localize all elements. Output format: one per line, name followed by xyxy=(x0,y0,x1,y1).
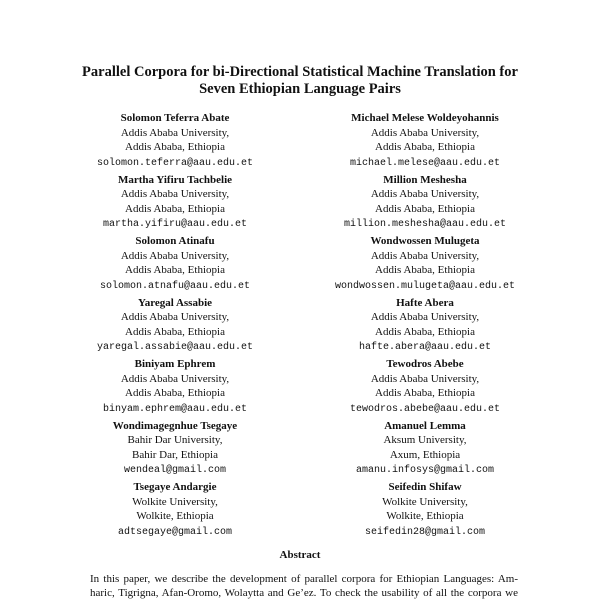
author-column-right xyxy=(305,110,545,541)
abstract-line-1: In this paper, we describe the development of parallel corpora for Ethiopian Languages: Am- xyxy=(90,573,518,585)
author-block xyxy=(55,234,295,295)
author-name: Tewodros Abebe xyxy=(386,358,464,370)
author-email: solomon.teferra@aau.edu.et xyxy=(96,157,254,169)
author-location: Addis Ababa, Ethiopia xyxy=(125,141,225,153)
author-affiliation: Addis Ababa University, xyxy=(120,311,230,323)
author-email: wondwossen.mulugeta@aau.edu.et xyxy=(334,280,516,292)
author-email: hafte.abera@aau.edu.et xyxy=(358,342,492,353)
author-affiliation: Bahir Dar University, xyxy=(127,434,223,446)
author-name: Solomon Atinafu xyxy=(135,235,215,247)
abstract-line-2: haric, Tigrigna, Afan-Oromo, Wolaytta and Ge’ez. To check the usability of all the corpora we xyxy=(90,587,518,599)
abstract-heading: Abstract xyxy=(279,549,321,561)
author-name: Michael Melese Woldeyohannis xyxy=(351,112,499,124)
author-block xyxy=(55,357,295,418)
author-affiliation: Wolkite University, xyxy=(382,495,468,508)
author-block xyxy=(305,419,545,480)
author-name: Tsegaye Andargie xyxy=(133,481,217,493)
author-affiliation: Wolkite University, xyxy=(132,495,218,508)
paper-title-line-1: Parallel Corpora for bi-Directional Statistical Machine Translation for xyxy=(82,64,518,80)
author-block xyxy=(305,111,545,172)
author-location: Addis Ababa, Ethiopia xyxy=(375,264,475,276)
author-block xyxy=(305,296,545,357)
paper-title-line-2: Seven Ethiopian Language Pairs xyxy=(199,81,401,97)
author-location: Wolkite, Ethiopia xyxy=(136,510,214,522)
author-affiliation: Addis Ababa University, xyxy=(120,372,230,385)
author-name: Yaregal Assabie xyxy=(137,296,213,309)
author-block xyxy=(55,480,295,541)
author-location: Axum, Ethiopia xyxy=(389,448,461,461)
author-location: Addis Ababa, Ethiopia xyxy=(375,387,475,399)
author-location: Wolkite, Ethiopia xyxy=(386,510,464,522)
author-email: michael.melese@aau.edu.et xyxy=(349,157,501,169)
author-affiliation: Aksum University, xyxy=(383,434,467,446)
author-block xyxy=(55,296,295,357)
author-email: wendeal@gmail.com xyxy=(123,465,227,476)
author-email: seifedin28@gmail.com xyxy=(364,526,486,538)
author-block xyxy=(55,111,295,172)
author-name: Seifedin Shifaw xyxy=(388,481,462,493)
paper-title xyxy=(40,64,560,98)
author-block xyxy=(55,173,295,234)
author-name: Biniyam Ephrem xyxy=(134,358,216,370)
author-location: Addis Ababa, Ethiopia xyxy=(375,202,475,215)
author-email: solomon.atnafu@aau.edu.et xyxy=(99,280,251,292)
author-affiliation: Addis Ababa University, xyxy=(370,372,480,385)
author-block xyxy=(305,234,545,295)
author-email: tewodros.abebe@aau.edu.et xyxy=(349,403,501,415)
author-affiliation: Addis Ababa University, xyxy=(120,249,230,262)
author-location: Addis Ababa, Ethiopia xyxy=(125,325,225,338)
author-email: martha.yifiru@aau.edu.et xyxy=(102,219,248,230)
author-affiliation: Addis Ababa University, xyxy=(120,188,230,200)
author-location: Addis Ababa, Ethiopia xyxy=(125,387,225,399)
author-name: Wondwossen Mulugeta xyxy=(370,235,480,247)
author-affiliation: Addis Ababa University, xyxy=(120,126,230,139)
author-email: amanu.infosys@gmail.com xyxy=(355,465,495,476)
author-affiliation: Addis Ababa University, xyxy=(370,188,480,200)
author-location: Addis Ababa, Ethiopia xyxy=(125,202,225,215)
abstract-body xyxy=(90,572,518,600)
author-column-left xyxy=(55,110,295,541)
author-location: Addis Ababa, Ethiopia xyxy=(125,264,225,276)
author-email: adtsegaye@gmail.com xyxy=(117,526,233,538)
author-affiliation: Addis Ababa University, xyxy=(370,126,480,139)
author-name: Solomon Teferra Abate xyxy=(120,112,230,124)
author-block xyxy=(55,419,295,480)
author-name: Million Meshesha xyxy=(383,173,467,186)
author-block xyxy=(305,480,545,541)
author-location: Addis Ababa, Ethiopia xyxy=(375,325,475,338)
author-email: million.meshesha@aau.edu.et xyxy=(343,219,507,230)
author-block xyxy=(305,357,545,418)
author-location: Addis Ababa, Ethiopia xyxy=(375,141,475,153)
author-name: Martha Yifiru Tachbelie xyxy=(117,173,233,186)
author-email: yaregal.assabie@aau.edu.et xyxy=(96,342,254,353)
author-block xyxy=(305,173,545,234)
author-email: binyam.ephrem@aau.edu.et xyxy=(102,403,248,415)
author-affiliation: Addis Ababa University, xyxy=(370,249,480,262)
author-name: Wondimagegnhue Tsegaye xyxy=(112,419,238,432)
author-affiliation: Addis Ababa University, xyxy=(370,311,480,323)
author-list xyxy=(55,110,545,541)
author-name: Hafte Abera xyxy=(396,296,454,309)
author-name: Amanuel Lemma xyxy=(384,419,466,432)
author-location: Bahir Dar, Ethiopia xyxy=(131,448,218,461)
